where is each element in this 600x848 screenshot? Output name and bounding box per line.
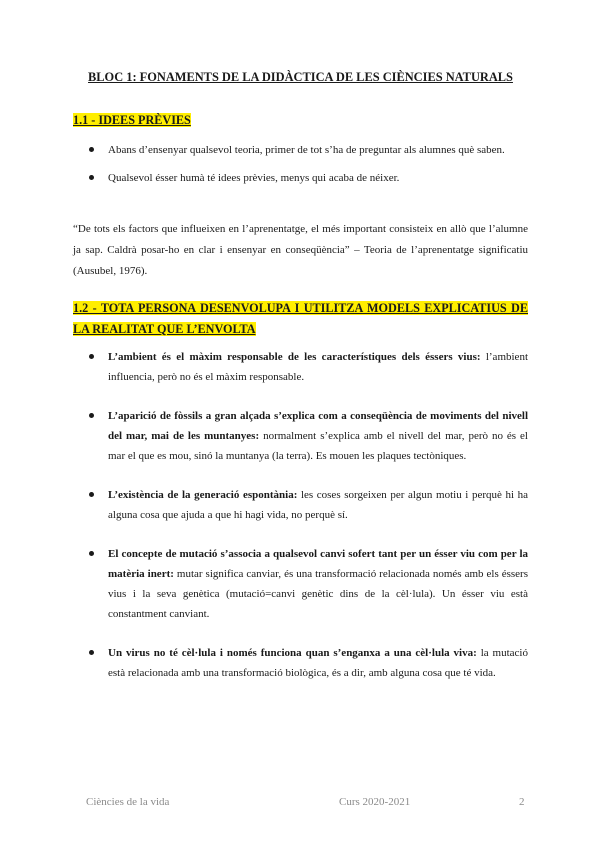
list-item-text: Abans d’ensenyar qualsevol teoria, primer de tot s’ha de preguntar als alumnes què saben. (108, 144, 505, 156)
document-title: BLOC 1: FONAMENTS DE LA DIDÀCTICA DE LES CIÈNCIES NATURALS (88, 70, 513, 84)
bullet-icon (89, 175, 94, 180)
list-item (73, 406, 528, 466)
bullet-icon (89, 551, 94, 556)
list-item-text: l’ambient influencia, però no és el màxim responsable. (108, 351, 528, 383)
bullet-icon (89, 147, 94, 152)
section-heading-1 (73, 113, 191, 128)
ausubel-quote: “De tots els factors que influeixen en l’aprenentatge, el més important consisteix en allò que l’alumne ja sap. Caldrà posar-ho en clar i ensenyar en conseqüència” – Teoria de l’aprenentatge significatiu (Ausubel, 1976). (73, 223, 528, 277)
list-item-text: Qualsevol ésser humà té idees prèvies, menys qui acaba de néixer. (108, 172, 400, 184)
footer-course: Curs 2020-2021 (339, 796, 411, 808)
list-item-text: la mutació està relacionada amb una transformació biològica, és a dir, amb alguna cosa que té vida. (108, 647, 528, 679)
list-item (73, 485, 528, 525)
list-item-text: normalment s’explica amb el nivell del mar, però no és el mar el que es mou, sinó la muntanya (la terra). Es mouen les plaques tectòniques. (108, 430, 528, 462)
list-item-lead: L’existència de la generació espontània: (108, 489, 298, 501)
list-item-lead: L’ambient és el màxim responsable de les característiques dels éssers vius: (108, 351, 481, 363)
list-item-lead: L’aparició de fòssils a gran alçada s’explica com a conseqüència de moviments del nivell del mar, mai de les muntanyes: (108, 410, 528, 442)
section-heading-1-text: 1.1 - IDEES PRÈVIES (73, 113, 191, 127)
list-item (73, 140, 528, 160)
bullet-icon (89, 650, 94, 655)
bullet-list-1 (73, 140, 528, 188)
list-item-text: les coses sorgeixen per algun motiu i perquè hi ha alguna cosa que ajuda a que hi hagi vida, no perquè sí. (108, 489, 529, 521)
list-item-lead: El concepte de mutació s’associa a qualsevol canvi sofert tant per un ésser viu com per la matèria inert: (108, 548, 528, 580)
list-item-lead: Un virus no té cèl·lula i només funciona quan s’enganxa a una cèl·lula viva: (108, 647, 477, 659)
list-item (73, 643, 528, 683)
list-item (73, 168, 528, 188)
list-item (73, 347, 528, 387)
bullet-icon (89, 354, 94, 359)
section-heading-2 (73, 298, 528, 340)
footer-subject: Ciències de la vida (86, 796, 170, 808)
list-item-text: mutar significa canviar, és una transformació relacionada només amb els éssers vius i la seva genètica (mutació=canvi genètic dins de la cèl·lula). Un ésser viu està constantment canviant. (108, 568, 528, 620)
section-heading-2-text: 1.2 - TOTA PERSONA DESENVOLUPA I UTILITZA MODELS EXPLICATIUS DE LA REALITAT QUE L’ENVOLTA (73, 301, 528, 336)
bullet-icon (89, 413, 94, 418)
bullet-icon (89, 492, 94, 497)
bullet-list-2 (73, 347, 528, 683)
list-item (73, 544, 528, 624)
footer-page-number: 2 (519, 796, 525, 808)
